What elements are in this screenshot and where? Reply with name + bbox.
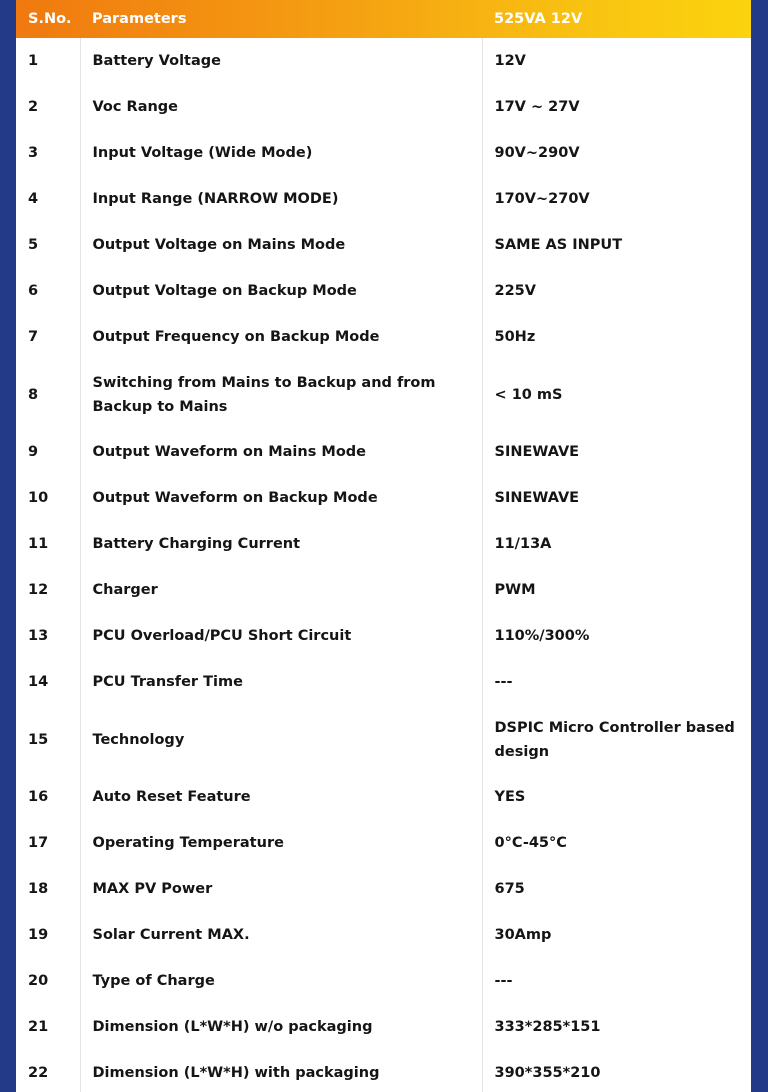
row-parameter: Battery Voltage — [80, 38, 482, 84]
row-parameter: Solar Current MAX. — [80, 912, 482, 958]
header-sno: S.No. — [28, 11, 72, 27]
table-row — [16, 176, 751, 222]
row-sno: 15 — [28, 731, 49, 748]
table-row — [16, 613, 751, 659]
row-parameter: Operating Temperature — [80, 820, 482, 866]
spec-table-panel — [16, 0, 751, 1092]
row-sno: 9 — [28, 444, 39, 460]
table-row — [16, 820, 751, 866]
table-row — [16, 130, 751, 176]
table-row — [16, 475, 751, 521]
row-value: 675 — [482, 866, 751, 912]
row-value: 90V~290V — [482, 130, 751, 176]
row-parameter: Type of Charge — [80, 958, 482, 1004]
table-row — [16, 268, 751, 314]
row-sno: 8 — [28, 386, 39, 403]
table-row — [16, 912, 751, 958]
row-value: SINEWAVE — [482, 475, 751, 521]
row-sno: 1 — [28, 53, 39, 69]
row-sno: 22 — [28, 1065, 49, 1081]
row-parameter: Output Voltage on Backup Mode — [80, 268, 482, 314]
table-row — [16, 659, 751, 705]
table-row — [16, 38, 751, 84]
row-parameter: Input Range (NARROW MODE) — [80, 176, 482, 222]
table-row — [16, 866, 751, 912]
row-value: 30Amp — [482, 912, 751, 958]
row-parameter: Technology — [80, 705, 482, 774]
row-sno: 6 — [28, 283, 39, 299]
table-row — [16, 222, 751, 268]
row-parameter: Voc Range — [80, 84, 482, 130]
row-value: --- — [482, 958, 751, 1004]
row-value: 0°C-45°C — [482, 820, 751, 866]
row-value: 17V ~ 27V — [482, 84, 751, 130]
table-row — [16, 958, 751, 1004]
row-value: 12V — [482, 38, 751, 84]
table-row — [16, 774, 751, 820]
row-parameter: Switching from Mains to Backup and from Backup to Mains — [80, 360, 482, 429]
row-sno: 21 — [28, 1019, 49, 1035]
row-parameter: MAX PV Power — [80, 866, 482, 912]
row-value: --- — [482, 659, 751, 705]
row-parameter: Dimension (L*W*H) with packaging — [80, 1050, 482, 1092]
row-value: 225V — [482, 268, 751, 314]
row-value: YES — [482, 774, 751, 820]
table-header — [16, 0, 751, 38]
table-row — [16, 314, 751, 360]
table-body — [16, 38, 751, 1092]
row-sno: 17 — [28, 835, 49, 851]
row-sno: 12 — [28, 582, 49, 598]
row-parameter: Output Frequency on Backup Mode — [80, 314, 482, 360]
table-row — [16, 429, 751, 475]
row-sno: 10 — [28, 490, 49, 506]
table-row — [16, 1004, 751, 1050]
row-parameter: Battery Charging Current — [80, 521, 482, 567]
row-parameter: Output Waveform on Mains Mode — [80, 429, 482, 475]
row-sno: 7 — [28, 329, 39, 345]
table-row — [16, 1050, 751, 1092]
row-sno: 16 — [28, 789, 49, 805]
row-sno: 2 — [28, 99, 39, 115]
row-sno: 19 — [28, 927, 49, 943]
row-value: < 10 mS — [482, 360, 751, 429]
row-parameter: Output Waveform on Backup Mode — [80, 475, 482, 521]
row-value: 333*285*151 — [482, 1004, 751, 1050]
row-parameter: Dimension (L*W*H) w/o packaging — [80, 1004, 482, 1050]
row-parameter: PCU Overload/PCU Short Circuit — [80, 613, 482, 659]
row-sno: 3 — [28, 145, 39, 161]
row-sno: 11 — [28, 536, 49, 552]
table-row — [16, 705, 751, 774]
header-parameters: Parameters — [92, 11, 187, 27]
row-value: 50Hz — [482, 314, 751, 360]
row-value: SAME AS INPUT — [482, 222, 751, 268]
row-sno: 20 — [28, 973, 49, 989]
row-sno: 14 — [28, 674, 49, 690]
row-sno: 5 — [28, 237, 39, 253]
row-sno: 18 — [28, 881, 49, 897]
row-sno: 4 — [28, 191, 39, 207]
header-row — [16, 0, 751, 38]
row-value: PWM — [482, 567, 751, 613]
spec-table — [16, 0, 751, 1092]
header-model-value: 525VA 12V — [494, 11, 583, 27]
row-value: DSPIC Micro Controller based design — [482, 705, 751, 774]
row-parameter: Output Voltage on Mains Mode — [80, 222, 482, 268]
row-value: 170V~270V — [482, 176, 751, 222]
row-sno: 13 — [28, 628, 49, 644]
table-row — [16, 84, 751, 130]
row-value: 11/13A — [482, 521, 751, 567]
row-parameter: Charger — [80, 567, 482, 613]
table-row — [16, 521, 751, 567]
row-parameter: PCU Transfer Time — [80, 659, 482, 705]
row-value: SINEWAVE — [482, 429, 751, 475]
table-row — [16, 567, 751, 613]
table-row — [16, 360, 751, 429]
row-parameter: Input Voltage (Wide Mode) — [80, 130, 482, 176]
row-value: 110%/300% — [482, 613, 751, 659]
row-value: 390*355*210 — [482, 1050, 751, 1092]
row-parameter: Auto Reset Feature — [80, 774, 482, 820]
